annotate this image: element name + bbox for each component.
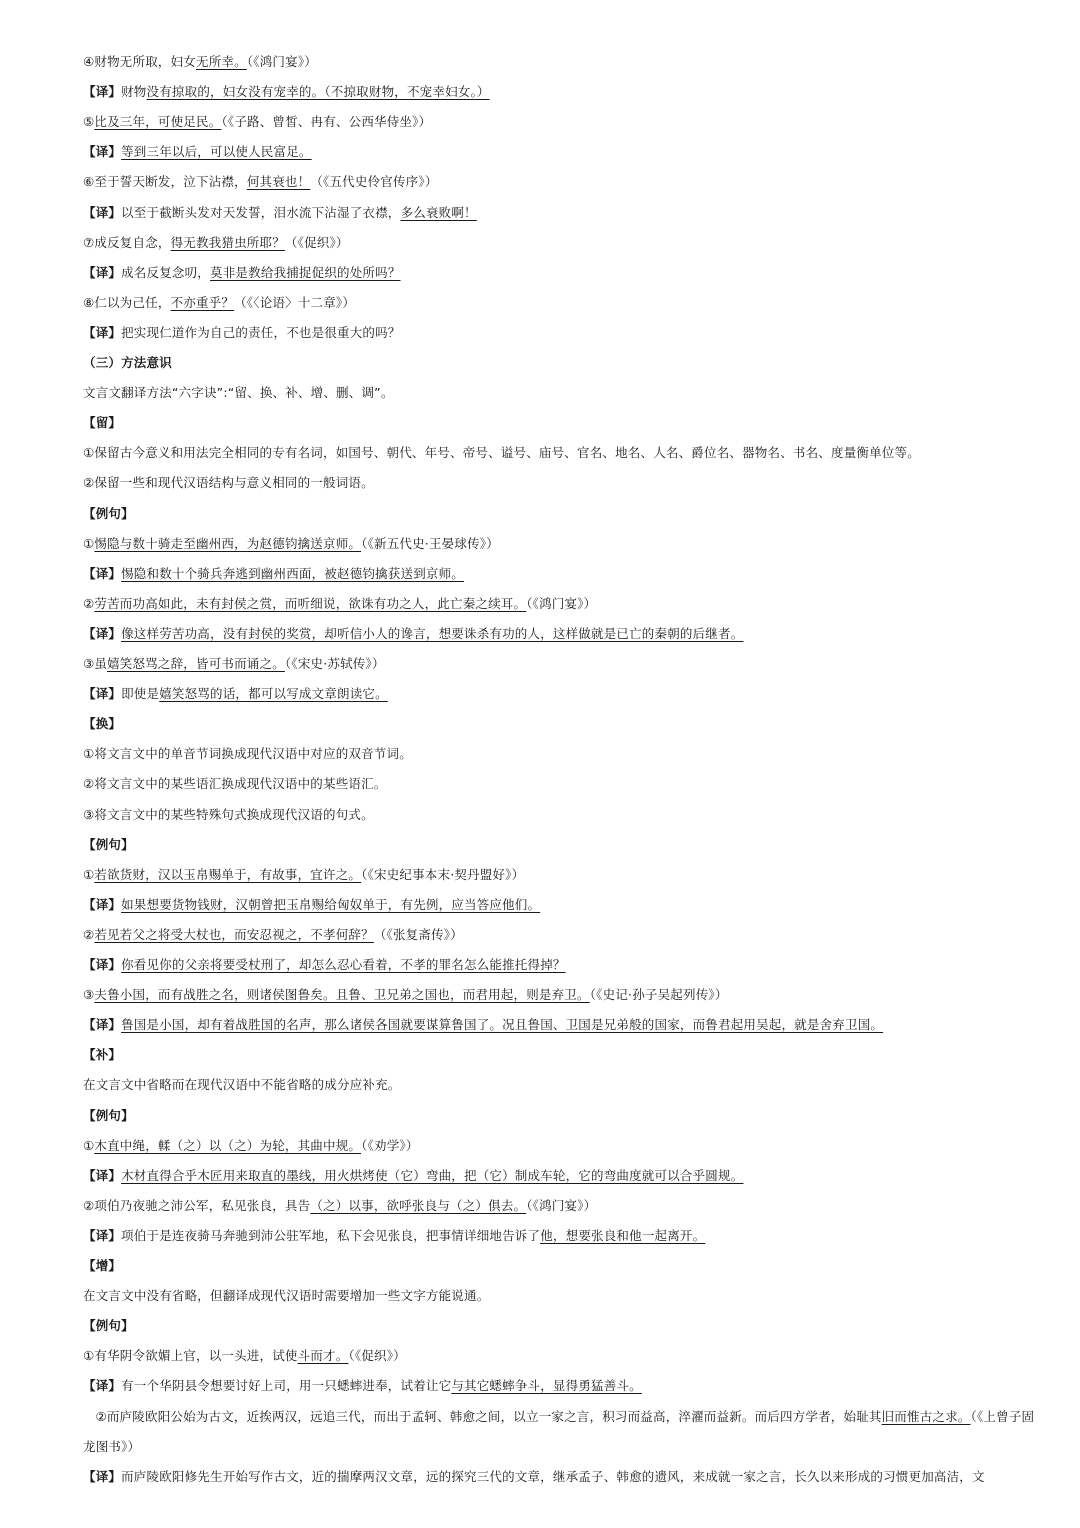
- bold-label: 【例句】: [83, 1108, 134, 1123]
- bold-label: 【补】: [83, 1047, 122, 1062]
- text-span: ①有华阴令欲媚上官，以一头进，试使: [83, 1348, 298, 1363]
- text-line: [83, 1376, 1046, 1396]
- bold-label: 【译】: [83, 1168, 122, 1183]
- text-span: 财物: [121, 84, 147, 99]
- text-span: ⑤: [83, 114, 95, 129]
- underlined-text: 得无教我猎虫所耶？: [170, 235, 285, 250]
- text-span: ②项伯乃夜驰之沛公军，私见张良，具告: [83, 1198, 311, 1213]
- text-line: [83, 1166, 1046, 1186]
- bold-label: （三）方法意识: [83, 355, 172, 370]
- text-span: ②保留一些和现代汉语结构与意义相同的一般词语。: [83, 475, 374, 490]
- underlined-text: 旧而惟古之求。: [881, 1409, 971, 1424]
- text-span: （《史记·孙子吴起列传》）: [589, 987, 728, 1002]
- bold-label: 【译】: [83, 686, 122, 701]
- bold-label: 【译】: [83, 626, 122, 641]
- text-span: ①将文言文中的单音节词换成现代汉语中对应的双音节词。: [83, 746, 412, 761]
- text-line: [83, 1316, 1046, 1336]
- underlined-text: 鲁国是小国，却有着战胜国的名声，那么诸侯各国就要谋算鲁国了。况且鲁国、卫国是兄弟般的国家，而鲁君起用吴起，就是舍弃卫国。: [121, 1017, 884, 1032]
- text-span: 项伯于是连夜骑马奔驰到沛公驻军地，私下会见张良，把事情详细地告诉了: [121, 1228, 541, 1243]
- underlined-text: 他，想要张良和他一起离开。: [540, 1228, 706, 1243]
- text-line: [83, 1467, 1046, 1487]
- text-span: （《促织》）: [348, 1348, 406, 1363]
- text-line: [83, 473, 1046, 493]
- bold-label: 【例句】: [83, 1318, 134, 1333]
- text-span: （《新五代史·王晏球传》）: [361, 536, 499, 551]
- text-span: （《鸿门宴》）: [526, 596, 597, 611]
- bold-label: 【译】: [83, 144, 122, 159]
- wrapped-paragraph: [83, 1402, 1046, 1462]
- text-line: [83, 52, 1046, 72]
- text-line: [83, 263, 1046, 283]
- text-line: [83, 82, 1046, 102]
- text-line: [83, 1226, 1046, 1246]
- text-span: （《张复斋传》）: [373, 927, 463, 942]
- underlined-text: 惕隐和数十个骑兵奔逃到幽州西面，被赵德钧擒获送到京师。: [121, 566, 465, 581]
- text-line: [83, 534, 1046, 554]
- underlined-text: 莫非是教给我捕捉促织的处所吗？: [210, 265, 401, 280]
- text-span: ①: [83, 867, 95, 882]
- text-span: 成名反复念叨，: [121, 265, 211, 280]
- underlined-text: 斗而才。: [297, 1348, 349, 1363]
- text-line: [83, 443, 1046, 463]
- text-line: [83, 413, 1046, 433]
- text-span: ③将文言文中的某些特殊句式换成现代汉语的句式。: [83, 807, 374, 822]
- underlined-text: 木直中绳，輮（之）以（之）为轮，其曲中规。: [94, 1138, 362, 1153]
- text-line: [83, 624, 1046, 644]
- text-line: [83, 564, 1046, 584]
- text-span: 在文言文中省略而在现代汉语中不能省略的成分应补充。: [83, 1077, 401, 1092]
- bold-label: 【译】: [83, 566, 122, 581]
- text-span: 以至于截断头发对天发誓，泪水流下沾湿了衣襟，: [121, 205, 401, 220]
- underlined-text: 与其它蟋蟀争斗，显得勇猛善斗。: [451, 1378, 642, 1393]
- text-line: [83, 1015, 1046, 1035]
- text-span: ②将文言文中的某些语汇换成现代汉语中的某些语汇。: [83, 776, 387, 791]
- text-line: [83, 895, 1046, 915]
- text-span: （《鸿门宴》）: [246, 54, 317, 69]
- text-line: [83, 1136, 1046, 1156]
- text-line: [83, 835, 1046, 855]
- text-span: ②而庐陵欧阳公始为古文，近挨两汉，远追三代，而出于孟轲、韩愈之间，以立一家之言，积习而益高，淬濯而益新。而后四方学者，始耻其: [95, 1409, 882, 1424]
- text-span: ①: [83, 1138, 95, 1153]
- text-line: [83, 172, 1046, 192]
- text-span: （《鸿门宴》）: [526, 1198, 597, 1213]
- bold-label: 【译】: [83, 1017, 122, 1032]
- text-span: ③虽: [83, 656, 108, 671]
- bold-label: 【译】: [83, 205, 122, 220]
- underlined-text: 夫鲁小国，而有战胜之名，则诸侯图鲁矣。且鲁、卫兄弟之国也，而君用起，则是弃卫。: [94, 987, 590, 1002]
- underlined-text: 若见若父之将受大杖也，而安忍视之，不孝何辞？: [94, 927, 374, 942]
- underlined-text: 嬉笑怒骂之辞，皆可书而诵之。: [107, 656, 285, 671]
- text-span: ③: [83, 987, 95, 1002]
- bold-label: 【译】: [83, 1378, 122, 1393]
- text-line: [83, 1045, 1046, 1065]
- underlined-text: 没有掠取的，妇女没有宠幸的。（不掠取财物，不宠幸妇女。）: [146, 84, 490, 99]
- text-line: [83, 203, 1046, 223]
- text-span: （《宋史·苏轼传》）: [284, 656, 385, 671]
- underlined-text: 嬉笑怒骂的话，都可以写成文章朗读它。: [159, 686, 388, 701]
- text-span: ⑧仁以为己任，: [83, 295, 171, 310]
- text-line: [83, 353, 1046, 373]
- text-span: 即使是: [121, 686, 160, 701]
- bold-label: 【例句】: [83, 506, 134, 521]
- text-line: [83, 805, 1046, 825]
- underlined-text: 像这样劳苦功高，没有封侯的奖赏，却听信小人的谗言，想要诛杀有功的人，这样做就是已亡的秦朝的后继者。: [121, 626, 744, 641]
- underlined-text: 劳苦而功高如此，未有封侯之赏，而听细说，欲诛有功之人，此亡秦之续耳。: [94, 596, 527, 611]
- bold-label: 【译】: [83, 84, 122, 99]
- text-line: [83, 504, 1046, 524]
- text-span: ②: [83, 927, 95, 942]
- underlined-text: 不亦重乎？: [170, 295, 235, 310]
- text-span: 在文言文中没有省略，但翻译成现代汉语时需要增加一些文字方能说通。: [83, 1288, 490, 1303]
- text-span: （《上曾子固龙图书》）: [83, 1409, 1035, 1454]
- text-line: [83, 684, 1046, 704]
- text-line: [83, 925, 1046, 945]
- text-span: ②: [83, 596, 95, 611]
- bold-label: 【译】: [83, 265, 122, 280]
- text-line: [83, 142, 1046, 162]
- underlined-text: 惕隐与数十骑走至幽州西，为赵德钧擒送京师。: [94, 536, 362, 551]
- text-span: （《〈论语〉十二章》）: [234, 295, 356, 310]
- bold-label: 【译】: [83, 957, 122, 972]
- text-line: [83, 594, 1046, 614]
- bold-label: 【留】: [83, 415, 122, 430]
- text-span: 文言文翻译方法“六字诀”:“留、换、补、增、删、调”。: [83, 385, 394, 400]
- text-line: [83, 1075, 1046, 1095]
- text-line: [83, 323, 1046, 343]
- underlined-text: 多么衰败啊！: [400, 205, 477, 220]
- text-line: [83, 1346, 1046, 1366]
- bold-label: 【译】: [83, 1469, 122, 1484]
- underlined-text: 何其衰也！: [246, 174, 311, 189]
- text-line: [83, 955, 1046, 975]
- bold-label: 【译】: [83, 1228, 122, 1243]
- underlined-text: 若欲货财，汉以玉帛赐单于，有故事，宜许之。: [94, 867, 362, 882]
- bold-label: 【增】: [83, 1258, 122, 1273]
- text-span: 有一个华阴县令想要讨好上司，用一只蟋蟀进奉，试着让它: [121, 1378, 452, 1393]
- text-span: ①保留古今意义和用法完全相同的专有名词，如国号、朝代、年号、帝号、谥号、庙号、官名、地名、人名、爵位名、器物名、书名、度量衡单位等。: [83, 445, 920, 460]
- text-span: ①: [83, 536, 95, 551]
- text-span: 把实现仁道作为自己的责任，不也是很重大的吗？: [121, 325, 401, 340]
- underlined-text: 木材直得合乎木匠用来取直的墨线，用火烘烤使（它）弯曲，把（它）制成车轮，它的弯曲度就可以合乎圆规。: [121, 1168, 744, 1183]
- text-line: [83, 985, 1046, 1005]
- bold-label: 【换】: [83, 716, 122, 731]
- underlined-text: 你看见你的父亲将要受杖刑了，却怎么忍心看着，不孝的罪名怎么能推托得掉？: [121, 957, 566, 972]
- text-span: ⑥至于誓天断发，泣下沾襟，: [83, 174, 247, 189]
- underlined-text: 等到三年以后，可以使人民富足。: [121, 144, 312, 159]
- underlined-text: 比及三年，可使足民。: [94, 114, 222, 129]
- bold-label: 【译】: [83, 897, 122, 912]
- text-line: [83, 1256, 1046, 1276]
- text-span: （《宋史纪事本末·契丹盟好》）: [361, 867, 525, 882]
- text-span: ⑦成反复自念，: [83, 235, 171, 250]
- text-line: [83, 1106, 1046, 1126]
- text-line: [83, 654, 1046, 674]
- text-line: [83, 714, 1046, 734]
- text-line: [83, 293, 1046, 313]
- text-span: 而庐陵欧阳修先生开始写作古文，近的揣摩两汉文章，远的探究三代的文章，继承孟子、韩愈的遗风，来成就一家之言，长久以来形成的习惯更加高洁，文: [121, 1469, 985, 1484]
- text-span: （《五代史伶官传序》）: [310, 174, 438, 189]
- bold-label: 【例句】: [83, 837, 134, 852]
- text-line: [83, 744, 1046, 764]
- text-line: [83, 233, 1046, 253]
- text-span: ④财物无所取，妇女: [83, 54, 197, 69]
- underlined-text: 无所幸。: [196, 54, 247, 69]
- underlined-text: （之）以事，欲呼张良与（之）俱去。: [310, 1198, 527, 1213]
- text-span: （《促织》）: [284, 235, 349, 250]
- text-line: [83, 774, 1046, 794]
- underlined-text: 如果想要货物钱财，汉朝曾把玉帛赐给匈奴单于，有先例，应当答应他们。: [121, 897, 541, 912]
- text-line: [83, 865, 1046, 885]
- text-line: [83, 383, 1046, 403]
- text-span: （《子路、曾皙、冉有、公西华侍坐》）: [221, 114, 432, 129]
- text-line: [83, 1286, 1046, 1306]
- bold-label: 【译】: [83, 325, 122, 340]
- text-line: [83, 112, 1046, 132]
- text-span: （《劝学》）: [361, 1138, 419, 1153]
- text-line: [83, 1196, 1046, 1216]
